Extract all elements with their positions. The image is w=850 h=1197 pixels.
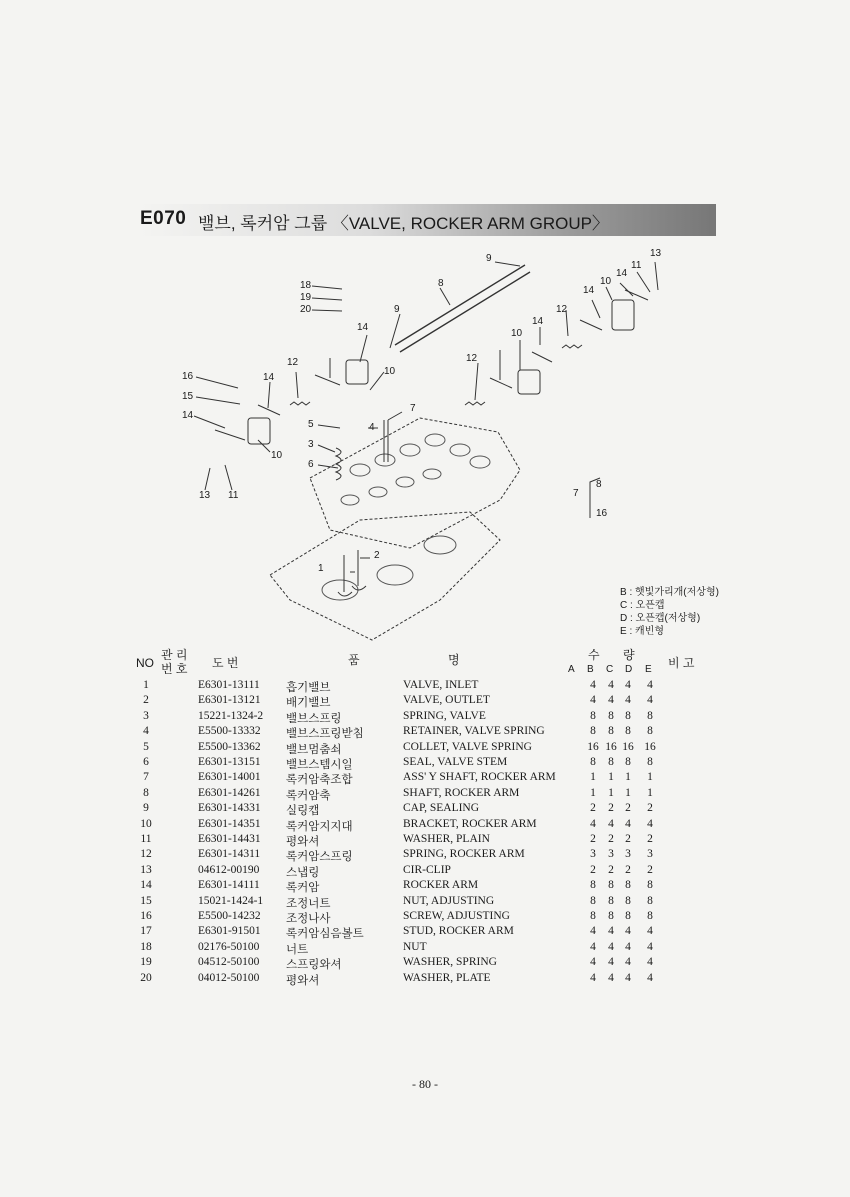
row-no: 4 bbox=[143, 725, 149, 738]
table-row bbox=[0, 925, 850, 940]
header-qty-e: E bbox=[645, 664, 652, 675]
row-name-kr: 록커암축 bbox=[286, 789, 331, 802]
row-part-number: E6301-14311 bbox=[198, 848, 261, 861]
row-name-en: SPRING, ROCKER ARM bbox=[403, 848, 525, 861]
table-row bbox=[0, 787, 850, 802]
row-part-number: E6301-13151 bbox=[198, 756, 261, 768]
row-part-number: 04512-50100 bbox=[198, 956, 260, 969]
row-qty-d: 1 bbox=[625, 771, 631, 784]
table-row bbox=[0, 879, 850, 894]
bracket-4 bbox=[612, 300, 634, 330]
row-name-kr: 록커암 bbox=[286, 882, 320, 895]
row-name-kr: 너트 bbox=[286, 943, 309, 956]
row-qty-e: 8 bbox=[647, 910, 653, 922]
callout-7-diagram: 7 bbox=[410, 403, 416, 414]
row-name-kr: 평와셔 bbox=[286, 836, 320, 848]
callout-8: 8 bbox=[438, 278, 444, 289]
row-no: 18 bbox=[140, 940, 152, 953]
row-no: 17 bbox=[140, 925, 152, 938]
row-part-number: E5500-14232 bbox=[198, 910, 261, 922]
row-part-number: E6301-91501 bbox=[198, 925, 261, 938]
row-part-number: E5500-13362 bbox=[198, 740, 261, 753]
row-name-kr: 밸브스프링 bbox=[286, 712, 342, 725]
row-no: 9 bbox=[143, 802, 149, 815]
leader-lines bbox=[194, 262, 658, 572]
header-qty-c: C bbox=[606, 664, 614, 675]
row-qty-b: 2 bbox=[590, 802, 596, 815]
header-no: NO bbox=[136, 656, 154, 670]
row-name-en: CAP, SEALING bbox=[403, 802, 480, 815]
cylinder-head-outline bbox=[310, 418, 520, 548]
row-name-kr: 록커암심음볼트 bbox=[286, 928, 364, 941]
row-name-kr: 조정나사 bbox=[286, 913, 331, 925]
row-qty-c: 8 bbox=[608, 894, 614, 907]
header-qty-b: B bbox=[587, 664, 594, 675]
row-no: 19 bbox=[140, 956, 152, 969]
row-qty-c: 8 bbox=[608, 879, 614, 892]
callout-7-group: 7 bbox=[573, 488, 579, 499]
springs-rocker bbox=[290, 345, 582, 405]
row-name-en: VALVE, INLET bbox=[403, 679, 479, 691]
row-qty-e: 2 bbox=[647, 833, 653, 845]
row-name-kr: 실링캡 bbox=[286, 805, 320, 818]
bracket-3 bbox=[518, 370, 540, 394]
callout-12-c: 12 bbox=[287, 357, 299, 368]
row-qty-c: 4 bbox=[608, 956, 614, 969]
row-name-en: STUD, ROCKER ARM bbox=[403, 925, 514, 938]
callout-12-a: 12 bbox=[556, 304, 568, 315]
callout-1: 1 bbox=[318, 563, 324, 574]
callout-18: 18 bbox=[300, 280, 312, 291]
row-name-kr: 밸브스템시일 bbox=[286, 759, 353, 771]
callout-14-e: 14 bbox=[182, 410, 194, 421]
callout-10-d: 10 bbox=[271, 450, 283, 461]
row-qty-e: 8 bbox=[647, 879, 653, 892]
row-part-number: E5500-13332 bbox=[198, 725, 261, 738]
table-row bbox=[0, 910, 850, 925]
row-name-kr: 배기밸브 bbox=[286, 697, 331, 710]
row-name-en: BRACKET, ROCKER ARM bbox=[403, 817, 537, 830]
row-qty-c: 8 bbox=[608, 725, 614, 738]
row-name-en: WASHER, PLAIN bbox=[403, 833, 490, 845]
row-qty-b: 8 bbox=[590, 879, 596, 892]
row-qty-c: 4 bbox=[608, 694, 614, 707]
row-name-en: ASS' Y SHAFT, ROCKER ARM bbox=[403, 771, 556, 784]
callout-13-bottom: 13 bbox=[199, 490, 211, 501]
callout-3: 3 bbox=[308, 439, 314, 450]
row-qty-e: 8 bbox=[647, 894, 653, 907]
table-row bbox=[0, 956, 850, 971]
row-qty-d: 8 bbox=[625, 756, 631, 768]
header-mgmt-bottom: 번 호 bbox=[161, 662, 188, 676]
row-part-number: 02176-50100 bbox=[198, 940, 260, 953]
rocker-shaft bbox=[395, 265, 530, 352]
row-no: 2 bbox=[143, 694, 149, 707]
table-row bbox=[0, 679, 850, 694]
row-qty-c: 16 bbox=[605, 740, 617, 753]
row-part-number: 04012-50100 bbox=[198, 971, 260, 984]
legend-e: E : 캐빈형 bbox=[620, 626, 664, 637]
row-name-kr: 조정너트 bbox=[286, 897, 331, 910]
row-qty-c: 8 bbox=[608, 756, 614, 768]
section-title: 밸브, 록커암 그룹 〈VALVE, ROCKER ARM GROUP〉 bbox=[198, 214, 609, 233]
row-qty-b: 4 bbox=[590, 679, 596, 691]
row-no: 8 bbox=[143, 786, 149, 799]
row-qty-c: 2 bbox=[608, 863, 614, 876]
row-qty-d: 2 bbox=[625, 833, 631, 845]
row-no: 11 bbox=[140, 833, 152, 845]
row-qty-e: 4 bbox=[647, 940, 653, 953]
row-qty-c: 3 bbox=[608, 848, 614, 861]
callout-9-mid: 9 bbox=[394, 304, 400, 315]
callout-20: 20 bbox=[300, 304, 312, 315]
table-row bbox=[0, 972, 850, 987]
table-row bbox=[0, 710, 850, 725]
table-row bbox=[0, 802, 850, 817]
row-no: 1 bbox=[143, 679, 149, 691]
bracket-1 bbox=[248, 418, 270, 444]
row-name-en: SPRING, VALVE bbox=[403, 709, 486, 722]
row-qty-c: 1 bbox=[608, 786, 614, 799]
row-no: 3 bbox=[143, 709, 149, 722]
row-name-kr: 밸브멈춤쇠 bbox=[286, 743, 342, 756]
row-name-en: NUT bbox=[403, 940, 427, 953]
callout-4: 4 bbox=[369, 422, 375, 433]
row-no: 5 bbox=[143, 740, 149, 753]
header-su: 수 bbox=[588, 648, 600, 662]
row-qty-b: 8 bbox=[590, 756, 596, 768]
rocker-arms bbox=[215, 290, 648, 440]
row-qty-e: 4 bbox=[647, 679, 653, 691]
row-no: 15 bbox=[140, 894, 152, 907]
row-qty-c: 4 bbox=[608, 679, 614, 691]
row-name-en: SCREW, ADJUSTING bbox=[403, 910, 510, 922]
row-qty-d: 2 bbox=[625, 863, 631, 876]
row-qty-d: 8 bbox=[625, 879, 631, 892]
row-qty-b: 4 bbox=[590, 956, 596, 969]
callout-10-top: 10 bbox=[600, 276, 612, 287]
row-name-en: WASHER, SPRING bbox=[403, 956, 497, 969]
callout-8-group: 8 bbox=[596, 479, 602, 490]
callout-14-b: 14 bbox=[532, 316, 544, 327]
row-part-number: E6301-13111 bbox=[198, 679, 260, 691]
row-no: 14 bbox=[140, 879, 152, 892]
row-qty-e: 8 bbox=[647, 756, 653, 768]
callout-13-top: 13 bbox=[650, 248, 662, 259]
row-no: 16 bbox=[140, 910, 152, 922]
header-myeong: 명 bbox=[448, 653, 460, 667]
row-name-en: CIR-CLIP bbox=[403, 863, 451, 876]
callout-19: 19 bbox=[300, 292, 312, 303]
header-ryang: 량 bbox=[623, 648, 635, 662]
row-qty-d: 16 bbox=[622, 740, 634, 753]
row-name-en: ROCKER ARM bbox=[403, 879, 479, 892]
head-gasket-outline bbox=[270, 512, 500, 640]
callout-16: 16 bbox=[182, 371, 194, 382]
table-row bbox=[0, 771, 850, 786]
row-name-kr: 록커암축조합 bbox=[286, 774, 353, 787]
row-qty-d: 4 bbox=[625, 925, 631, 938]
row-qty-e: 2 bbox=[647, 802, 653, 815]
row-part-number: E6301-13121 bbox=[198, 694, 261, 707]
row-part-number: 04612-00190 bbox=[198, 863, 260, 876]
row-qty-e: 3 bbox=[647, 848, 653, 861]
legend-c: C : 오픈캡 bbox=[620, 600, 665, 611]
section-code: E070 bbox=[140, 208, 187, 229]
row-part-number: E6301-14351 bbox=[198, 817, 261, 830]
row-no: 20 bbox=[140, 971, 152, 984]
row-qty-e: 8 bbox=[647, 709, 653, 722]
header-mgmt-top: 관 리 bbox=[161, 648, 188, 662]
row-qty-b: 4 bbox=[590, 694, 596, 707]
row-name-kr: 스냅링 bbox=[286, 866, 320, 879]
row-part-number: 15221-1324-2 bbox=[198, 709, 264, 722]
row-part-number: 15021-1424-1 bbox=[198, 894, 264, 907]
row-qty-c: 1 bbox=[608, 771, 614, 784]
row-name-en: SEAL, VALVE STEM bbox=[403, 756, 508, 768]
callout-10-c: 10 bbox=[384, 366, 396, 377]
header-qty-d: D bbox=[625, 664, 633, 675]
callout-16-group: 16 bbox=[596, 508, 608, 519]
row-name-en: NUT, ADJUSTING bbox=[403, 894, 495, 907]
row-qty-b: 16 bbox=[587, 740, 599, 753]
row-qty-b: 4 bbox=[590, 940, 596, 953]
header-remark: 비 고 bbox=[668, 656, 695, 670]
table-row bbox=[0, 864, 850, 879]
row-no: 6 bbox=[143, 756, 149, 768]
row-qty-d: 4 bbox=[625, 694, 631, 707]
row-qty-e: 4 bbox=[647, 694, 653, 707]
row-no: 12 bbox=[140, 848, 152, 861]
header-qty-a: A bbox=[568, 664, 575, 675]
table-row bbox=[0, 694, 850, 709]
row-qty-b: 4 bbox=[590, 971, 596, 984]
row-qty-c: 8 bbox=[608, 709, 614, 722]
row-qty-d: 8 bbox=[625, 894, 631, 907]
callout-5: 5 bbox=[308, 419, 314, 430]
callout-15: 15 bbox=[182, 391, 194, 402]
row-qty-d: 4 bbox=[625, 679, 631, 691]
header-pum: 품 bbox=[348, 653, 360, 667]
row-qty-b: 8 bbox=[590, 725, 596, 738]
row-qty-d: 8 bbox=[625, 910, 631, 922]
row-qty-c: 2 bbox=[608, 833, 614, 845]
row-name-en: VALVE, OUTLET bbox=[403, 694, 490, 707]
callout-12-b: 12 bbox=[466, 353, 478, 364]
row-name-kr: 록커암지지대 bbox=[286, 820, 353, 833]
table-row bbox=[0, 848, 850, 863]
row-qty-b: 8 bbox=[590, 709, 596, 722]
bracket-2 bbox=[346, 360, 368, 384]
table-row bbox=[0, 725, 850, 740]
callout-9-top: 9 bbox=[486, 253, 492, 264]
row-name-en: SHAFT, ROCKER ARM bbox=[403, 786, 520, 799]
row-qty-d: 3 bbox=[625, 848, 631, 861]
row-name-kr: 흡기밸브 bbox=[286, 682, 331, 694]
callout-14-top: 14 bbox=[616, 268, 628, 279]
row-qty-b: 4 bbox=[590, 817, 596, 830]
row-qty-c: 4 bbox=[608, 817, 614, 830]
table-row bbox=[0, 741, 850, 756]
row-qty-b: 4 bbox=[590, 925, 596, 938]
callout-11-top: 11 bbox=[631, 260, 642, 271]
row-qty-b: 1 bbox=[590, 786, 596, 799]
valve-spring bbox=[336, 448, 341, 480]
callout-10-b: 10 bbox=[511, 328, 523, 339]
row-name-kr: 록커암스프링 bbox=[286, 851, 353, 864]
row-name-kr: 평와셔 bbox=[286, 974, 320, 987]
legend-d: D : 오픈캡(저상형) bbox=[620, 613, 701, 624]
row-qty-b: 8 bbox=[590, 894, 596, 907]
row-qty-b: 1 bbox=[590, 771, 596, 784]
row-no: 13 bbox=[140, 863, 152, 876]
row-qty-d: 4 bbox=[625, 817, 631, 830]
row-qty-d: 4 bbox=[625, 940, 631, 953]
table-row bbox=[0, 818, 850, 833]
row-qty-b: 3 bbox=[590, 848, 596, 861]
row-qty-d: 8 bbox=[625, 725, 631, 738]
row-qty-d: 4 bbox=[625, 956, 631, 969]
row-part-number: E6301-14261 bbox=[198, 786, 261, 799]
row-name-en: COLLET, VALVE SPRING bbox=[403, 740, 532, 753]
row-qty-e: 8 bbox=[647, 725, 653, 738]
push-rod bbox=[384, 420, 388, 462]
row-qty-e: 4 bbox=[647, 925, 653, 938]
callout-14-a: 14 bbox=[583, 285, 595, 296]
callout-6: 6 bbox=[308, 459, 314, 470]
row-qty-e: 1 bbox=[647, 786, 653, 799]
row-qty-c: 8 bbox=[608, 910, 614, 922]
row-part-number: E6301-14431 bbox=[198, 833, 261, 845]
row-qty-b: 2 bbox=[590, 863, 596, 876]
row-qty-c: 4 bbox=[608, 940, 614, 953]
table-row bbox=[0, 756, 850, 771]
row-qty-c: 4 bbox=[608, 925, 614, 938]
legend-b: B : 햇빛가리개(저상형) bbox=[620, 587, 719, 598]
row-part-number: E6301-14331 bbox=[198, 802, 261, 815]
table-row bbox=[0, 941, 850, 956]
row-qty-d: 1 bbox=[625, 786, 631, 799]
callout-11-bottom: 11 bbox=[228, 490, 239, 501]
row-qty-e: 2 bbox=[647, 863, 653, 876]
row-qty-d: 4 bbox=[625, 971, 631, 984]
row-name-kr: 스프링와셔 bbox=[286, 959, 342, 972]
row-name-en: WASHER, PLATE bbox=[403, 971, 491, 984]
table-row bbox=[0, 895, 850, 910]
row-qty-c: 2 bbox=[608, 802, 614, 815]
row-qty-b: 8 bbox=[590, 910, 596, 922]
row-name-en: RETAINER, VALVE SPRING bbox=[403, 725, 545, 738]
row-no: 7 bbox=[143, 771, 149, 784]
row-part-number: E6301-14001 bbox=[198, 771, 261, 784]
row-qty-e: 4 bbox=[647, 971, 653, 984]
row-qty-e: 4 bbox=[647, 817, 653, 830]
row-qty-e: 16 bbox=[644, 740, 656, 753]
row-qty-d: 2 bbox=[625, 802, 631, 815]
callout-2: 2 bbox=[374, 550, 380, 561]
row-qty-e: 1 bbox=[647, 771, 653, 784]
callout-14-d: 14 bbox=[263, 372, 275, 383]
table-row bbox=[0, 833, 850, 848]
legend bbox=[620, 586, 719, 638]
row-name-kr: 밸브스프링받침 bbox=[286, 728, 364, 741]
row-qty-b: 2 bbox=[590, 833, 596, 845]
row-no: 10 bbox=[140, 817, 152, 830]
row-qty-c: 4 bbox=[608, 971, 614, 984]
callout-14-c: 14 bbox=[357, 322, 369, 333]
page-number: - 80 - bbox=[412, 1077, 438, 1091]
header-drawing: 도 번 bbox=[212, 656, 239, 670]
row-qty-d: 8 bbox=[625, 709, 631, 722]
row-qty-e: 4 bbox=[647, 956, 653, 969]
row-part-number: E6301-14111 bbox=[198, 879, 260, 892]
valve-inlet bbox=[338, 555, 352, 596]
